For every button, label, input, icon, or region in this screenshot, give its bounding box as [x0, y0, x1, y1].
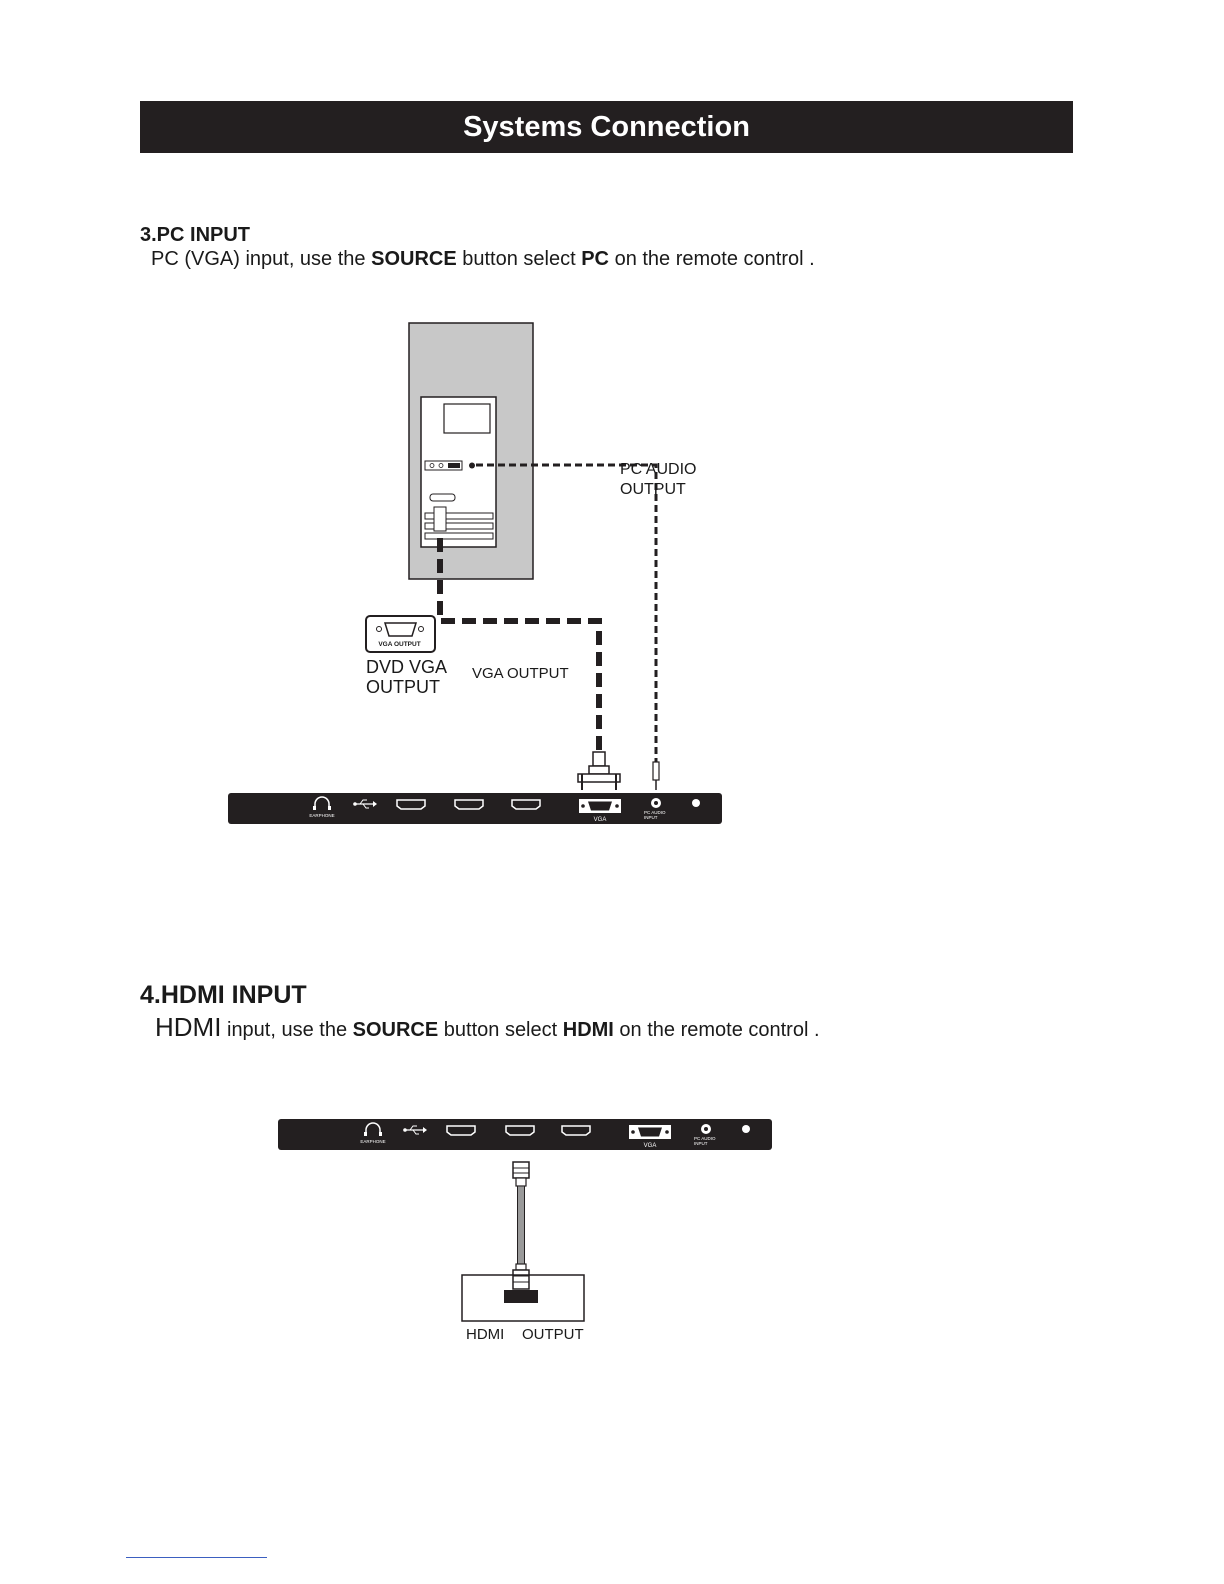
earphone-label: EARPHONE [360, 1139, 386, 1144]
hdmi-output-port [504, 1290, 538, 1303]
earphone-label: EARPHONE [309, 813, 335, 818]
hdmi-output-label-2: OUTPUT [522, 1326, 584, 1343]
pc-audio-input-label-2: INPUT [644, 815, 658, 820]
hdmi-instr-text-2: button select [438, 1019, 563, 1041]
dvd-vga-output-label-2: OUTPUT [366, 677, 440, 697]
vga-port-caption: VGA OUTPUT [378, 641, 421, 648]
tv-side-panel-hdmi [278, 1119, 772, 1150]
hdmi-instr-hdmi: HDMI [562, 1019, 614, 1041]
hdmi-instr-text-1: input, use the [221, 1019, 353, 1041]
dvd-vga-output-label-1: DVD VGA [366, 657, 448, 677]
indicator-dot-icon [742, 1125, 750, 1133]
pc-audio-input-jack [701, 1124, 711, 1134]
tv-side-panel-pc [228, 793, 722, 824]
vga-input-port [629, 1125, 671, 1139]
pc-instr-text-1: PC (VGA) input, use the [151, 248, 372, 270]
pc-audio-input-jack [651, 798, 661, 808]
hdmi-instr-lead: HDMI [155, 1012, 222, 1042]
vga-label: VGA [593, 817, 607, 823]
hdmi-cable [513, 1162, 529, 1289]
pc-audio-input-label-1: PC AUDIO [694, 1136, 716, 1141]
pc-audio-input-label-1: PC AUDIO [644, 810, 666, 815]
pc-input-heading: 3.PC INPUT [140, 224, 251, 246]
pc-audio-input-label-2: INPUT [694, 1141, 708, 1146]
footer-rule [126, 1557, 267, 1558]
vga-input-port [579, 799, 621, 813]
pc-instr-text-2: button select [456, 248, 582, 270]
pc-audio-output-label-2: OUTPUT [620, 481, 686, 498]
hdmi-input-heading: 4.HDMI INPUT [140, 981, 307, 1009]
pc-instr-source: SOURCE [371, 248, 457, 270]
pc-instr-pc: PC [581, 248, 610, 270]
vga-output-cable-label: VGA OUTPUT [472, 665, 569, 682]
page-title-text: Systems Connection [463, 110, 750, 143]
hdmi-output-label-1: HDMI [466, 1326, 505, 1343]
hdmi-instr-text-3: on the remote control . [613, 1019, 820, 1041]
pc-audio-output-label-1: PC AUDIO [620, 461, 697, 478]
pc-tower [409, 323, 533, 579]
pc-instr-text-3: on the remote control . [609, 248, 815, 270]
dvd-vga-output-port [366, 616, 435, 652]
hdmi-instr-source: SOURCE [352, 1019, 439, 1041]
vga-label: VGA [643, 1143, 657, 1149]
indicator-dot-icon [692, 799, 700, 807]
